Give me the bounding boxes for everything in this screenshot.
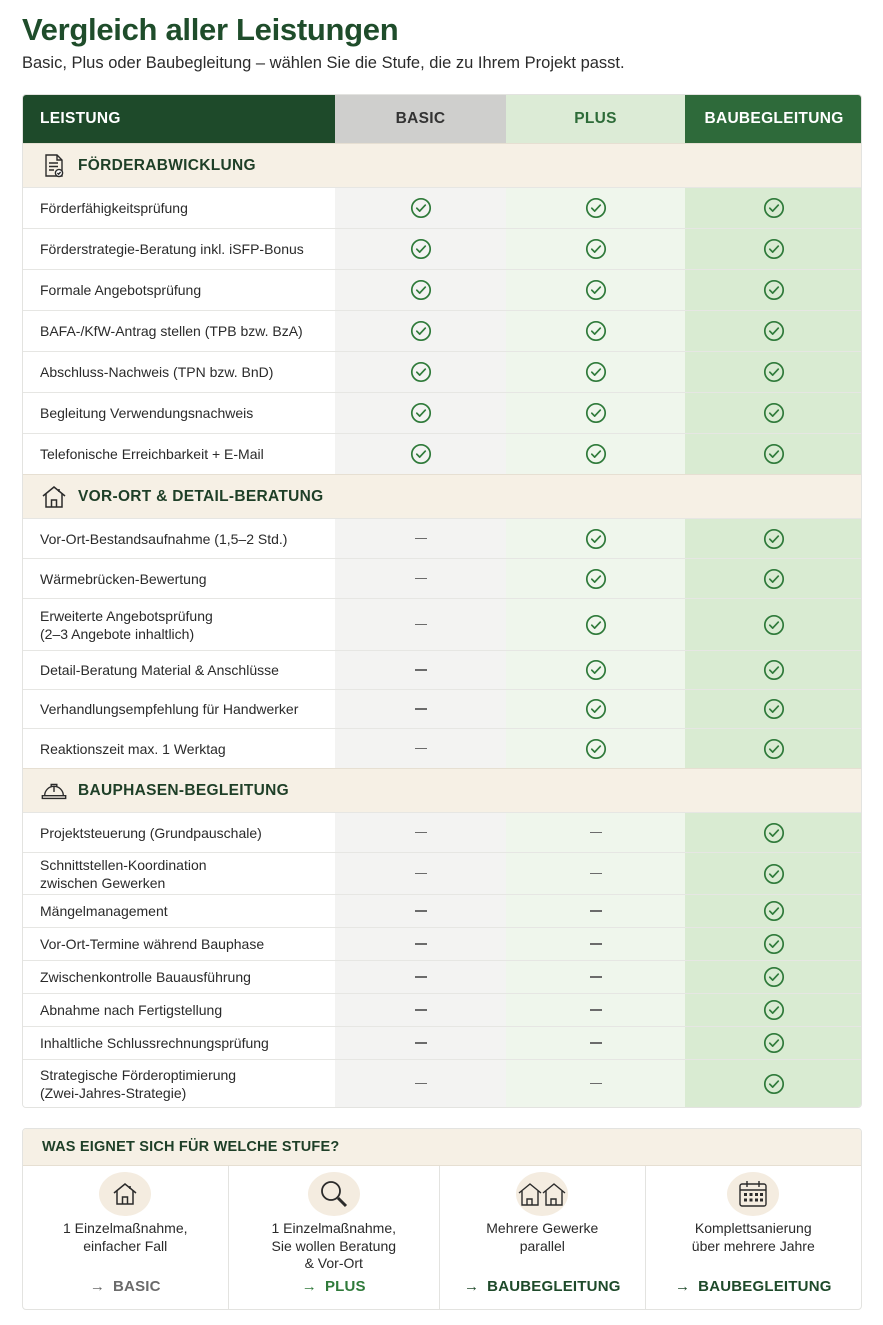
dash-icon bbox=[590, 910, 602, 912]
service-label-line: Reaktionszeit max. 1 Werktag bbox=[40, 740, 226, 757]
check-icon bbox=[585, 279, 607, 301]
cell-basic bbox=[335, 961, 506, 993]
cell-plus bbox=[506, 994, 685, 1026]
check-icon bbox=[410, 402, 432, 424]
service-label-line: Abnahme nach Fertigstellung bbox=[40, 1002, 223, 1018]
service-label-line: Wärmebrücken-Bewertung bbox=[40, 570, 207, 587]
guide-text-line: Mehrere Gewerke bbox=[486, 1220, 599, 1236]
cell-basic bbox=[335, 434, 506, 474]
guide-link-plus[interactable] bbox=[229, 1278, 440, 1295]
cell-bau bbox=[685, 651, 862, 689]
dash-icon bbox=[415, 873, 427, 875]
cell-bau bbox=[685, 690, 862, 728]
hard-hat-icon bbox=[40, 777, 68, 805]
check-icon bbox=[763, 698, 785, 720]
dash-icon bbox=[415, 910, 427, 912]
cell-plus bbox=[506, 1027, 685, 1059]
cell-plus bbox=[506, 352, 685, 392]
cell-basic bbox=[335, 352, 506, 392]
service-label-line: Verhandlungsempfehlung für Handwerker bbox=[40, 701, 299, 717]
check-icon bbox=[763, 402, 785, 424]
cell-plus bbox=[506, 559, 685, 598]
check-icon bbox=[585, 659, 607, 681]
check-icon bbox=[763, 614, 785, 636]
check-icon bbox=[585, 361, 607, 383]
guide-link-label: BAUBEGLEITUNG bbox=[487, 1278, 621, 1295]
service-label bbox=[23, 994, 335, 1026]
cell-plus bbox=[506, 895, 685, 927]
cell-bau bbox=[685, 853, 862, 894]
cell-plus bbox=[506, 1060, 685, 1107]
cell-bau bbox=[685, 1060, 862, 1107]
check-icon bbox=[763, 238, 785, 260]
arrow-right-icon: → bbox=[463, 1278, 480, 1295]
table-row bbox=[23, 689, 861, 728]
table-row bbox=[23, 518, 861, 558]
page-title: Vergleich aller Leistungen bbox=[22, 12, 399, 47]
section-label: VOR-ORT & DETAIL-BERATUNG bbox=[78, 487, 324, 505]
dash-icon bbox=[415, 1009, 427, 1011]
header-baubegleitung[interactable]: BAUBEGLEITUNG bbox=[685, 95, 862, 143]
table-row bbox=[23, 598, 861, 650]
cell-basic bbox=[335, 519, 506, 558]
guide-link-baubegleitung[interactable] bbox=[646, 1278, 861, 1295]
service-label bbox=[23, 928, 335, 960]
check-icon bbox=[763, 966, 785, 988]
service-label bbox=[23, 599, 335, 650]
cell-basic bbox=[335, 729, 506, 768]
dash-icon bbox=[415, 708, 427, 710]
service-label-line: zwischen Gewerken bbox=[40, 874, 166, 891]
service-label bbox=[23, 853, 335, 894]
house-icon bbox=[99, 1172, 151, 1216]
header-service: LEISTUNG bbox=[23, 95, 335, 143]
check-icon bbox=[585, 528, 607, 550]
check-icon bbox=[585, 614, 607, 636]
service-label bbox=[23, 270, 335, 310]
header-basic[interactable]: BASIC bbox=[335, 95, 506, 143]
cell-plus bbox=[506, 434, 685, 474]
cell-bau bbox=[685, 188, 862, 228]
dash-icon bbox=[415, 538, 427, 540]
guide-text-line: parallel bbox=[519, 1237, 565, 1254]
service-label bbox=[23, 961, 335, 993]
table-body bbox=[23, 143, 861, 1107]
guide-text-line: 1 Einzelmaßnahme, bbox=[271, 1220, 397, 1236]
service-label bbox=[23, 1060, 335, 1107]
section-bauphasen-begleitung bbox=[23, 768, 861, 812]
dash-icon bbox=[590, 1083, 602, 1085]
page-subtitle: Basic, Plus oder Baubegleitung – wählen Sie die Stufe, die zu Ihrem Projekt passt. bbox=[22, 54, 625, 72]
service-label bbox=[23, 559, 335, 598]
check-icon bbox=[763, 320, 785, 342]
cell-plus bbox=[506, 270, 685, 310]
dash-icon bbox=[415, 943, 427, 945]
check-icon bbox=[763, 999, 785, 1021]
houses-icon bbox=[516, 1172, 568, 1216]
service-label-line: Abschluss-Nachweis (TPN bzw. BnD) bbox=[40, 364, 274, 380]
table-row bbox=[23, 993, 861, 1026]
cell-plus bbox=[506, 729, 685, 768]
dash-icon bbox=[590, 943, 602, 945]
table-row bbox=[23, 927, 861, 960]
cell-basic bbox=[335, 651, 506, 689]
service-label bbox=[23, 729, 335, 768]
dash-icon bbox=[590, 976, 602, 978]
check-icon bbox=[763, 1073, 785, 1095]
service-label-line: Zwischenkontrolle Bauausführung bbox=[40, 969, 251, 985]
cell-basic bbox=[335, 1060, 506, 1107]
check-icon bbox=[585, 443, 607, 465]
table-row bbox=[23, 310, 861, 351]
cell-plus bbox=[506, 188, 685, 228]
check-icon bbox=[410, 443, 432, 465]
check-icon bbox=[763, 822, 785, 844]
service-label bbox=[23, 188, 335, 228]
service-label bbox=[23, 434, 335, 474]
service-label-line: Förderfähigkeitsprüfung bbox=[40, 200, 188, 216]
cell-bau bbox=[685, 729, 862, 768]
table-row bbox=[23, 187, 861, 228]
check-icon bbox=[585, 698, 607, 720]
check-icon bbox=[763, 197, 785, 219]
check-icon bbox=[585, 402, 607, 424]
magnifier-icon bbox=[308, 1172, 360, 1216]
service-label bbox=[23, 393, 335, 433]
check-icon bbox=[410, 361, 432, 383]
service-label-line: Inhaltliche Schlussrechnungsprüfung bbox=[40, 1035, 269, 1051]
service-label-line: Strategische Förderoptimierung bbox=[40, 1066, 237, 1083]
check-icon bbox=[763, 933, 785, 955]
section-vor-ort-detail-beratung bbox=[23, 474, 861, 518]
cell-bau bbox=[685, 599, 862, 650]
table-row bbox=[23, 1026, 861, 1059]
table-header bbox=[23, 95, 861, 143]
cell-basic bbox=[335, 559, 506, 598]
dash-icon bbox=[415, 669, 427, 671]
arrow-right-icon: → bbox=[674, 1278, 691, 1295]
check-icon bbox=[585, 738, 607, 760]
service-label-line: (2–3 Angebote inhaltlich) bbox=[40, 625, 195, 642]
guide-text bbox=[646, 1220, 861, 1255]
cell-bau bbox=[685, 311, 862, 351]
cell-plus bbox=[506, 813, 685, 852]
service-label-line: Telefonische Erreichbarkeit + E-Mail bbox=[40, 446, 264, 462]
cell-bau bbox=[685, 393, 862, 433]
table-row bbox=[23, 558, 861, 598]
check-icon bbox=[585, 320, 607, 342]
service-label-line: Detail-Beratung Material & Anschlüsse bbox=[40, 662, 279, 678]
check-icon bbox=[585, 568, 607, 590]
service-label-line: BAFA-/KfW-Antrag stellen (TPB bzw. BzA) bbox=[40, 323, 303, 339]
service-label-line: Schnittstellen-Koordination bbox=[40, 856, 207, 873]
service-label bbox=[23, 311, 335, 351]
cell-basic bbox=[335, 1027, 506, 1059]
cell-basic bbox=[335, 690, 506, 728]
service-label-line: Formale Angebotsprüfung bbox=[40, 282, 202, 298]
table-row bbox=[23, 852, 861, 894]
cell-basic bbox=[335, 311, 506, 351]
guide-item bbox=[228, 1166, 440, 1310]
service-label bbox=[23, 895, 335, 927]
check-icon bbox=[410, 238, 432, 260]
comparison-table bbox=[22, 94, 862, 1108]
table-row bbox=[23, 960, 861, 993]
header-plus[interactable]: PLUS bbox=[506, 95, 685, 143]
guide-text-line: 1 Einzelmaßnahme, bbox=[63, 1220, 188, 1236]
dash-icon bbox=[590, 873, 602, 875]
cell-bau bbox=[685, 813, 862, 852]
guide-link-label: BASIC bbox=[113, 1278, 161, 1295]
check-icon bbox=[763, 443, 785, 465]
dash-icon bbox=[415, 624, 427, 626]
check-icon bbox=[410, 197, 432, 219]
cell-plus bbox=[506, 599, 685, 650]
table-row bbox=[23, 228, 861, 269]
service-label bbox=[23, 1027, 335, 1059]
guide-text-line: Komplettsanierung bbox=[694, 1220, 812, 1236]
service-label-line: Mängelmanagement bbox=[40, 903, 168, 919]
cell-bau bbox=[685, 961, 862, 993]
cell-bau bbox=[685, 928, 862, 960]
cell-plus bbox=[506, 519, 685, 558]
service-label bbox=[23, 651, 335, 689]
service-label-line: (Zwei-Jahres-Strategie) bbox=[40, 1084, 187, 1101]
calendar-icon bbox=[727, 1172, 779, 1216]
guide-item bbox=[645, 1166, 861, 1310]
service-label-line: Vor-Ort-Bestandsaufnahme (1,5–2 Std.) bbox=[40, 530, 288, 547]
document-check-icon bbox=[40, 152, 68, 180]
service-label bbox=[23, 519, 335, 558]
tier-guide bbox=[22, 1128, 862, 1310]
table-row bbox=[23, 433, 861, 474]
cell-bau bbox=[685, 994, 862, 1026]
check-icon bbox=[763, 863, 785, 885]
cell-bau bbox=[685, 895, 862, 927]
guide-text-line: über mehrere Jahre bbox=[691, 1237, 815, 1254]
cell-plus bbox=[506, 690, 685, 728]
check-icon bbox=[763, 279, 785, 301]
cell-bau bbox=[685, 559, 862, 598]
guide-link-label: PLUS bbox=[324, 1278, 366, 1295]
check-icon bbox=[410, 320, 432, 342]
cell-plus bbox=[506, 961, 685, 993]
cell-plus bbox=[506, 928, 685, 960]
dash-icon bbox=[415, 1083, 427, 1085]
check-icon bbox=[763, 900, 785, 922]
dash-icon bbox=[415, 832, 427, 834]
check-icon bbox=[763, 568, 785, 590]
cell-basic bbox=[335, 853, 506, 894]
cell-basic bbox=[335, 994, 506, 1026]
service-label bbox=[23, 352, 335, 392]
cell-basic bbox=[335, 928, 506, 960]
arrow-right-icon: → bbox=[89, 1278, 106, 1295]
guide-link-label: BAUBEGLEITUNG bbox=[698, 1278, 832, 1295]
table-row bbox=[23, 728, 861, 768]
cell-basic bbox=[335, 393, 506, 433]
cell-bau bbox=[685, 519, 862, 558]
service-label-line: Vor-Ort-Termine während Bauphase bbox=[40, 936, 265, 952]
table-row bbox=[23, 650, 861, 689]
check-icon bbox=[410, 279, 432, 301]
check-icon bbox=[763, 659, 785, 681]
table-row bbox=[23, 1059, 861, 1107]
house-icon bbox=[40, 483, 68, 511]
service-label-line: Projektsteuerung (Grundpauschale) bbox=[40, 824, 262, 841]
dash-icon bbox=[590, 832, 602, 834]
service-label-line: Erweiterte Angebotsprüfung bbox=[40, 607, 213, 624]
cell-basic bbox=[335, 813, 506, 852]
guide-item bbox=[439, 1166, 645, 1310]
table-row bbox=[23, 351, 861, 392]
cell-bau bbox=[685, 434, 862, 474]
dash-icon bbox=[415, 1042, 427, 1044]
cell-basic bbox=[335, 895, 506, 927]
service-label bbox=[23, 813, 335, 852]
dash-icon bbox=[415, 748, 427, 750]
guide-link-basic[interactable] bbox=[23, 1278, 228, 1295]
cell-plus bbox=[506, 229, 685, 269]
cell-plus bbox=[506, 651, 685, 689]
service-label-line: Förderstrategie-Beratung inkl. iSFP-Bonus bbox=[40, 241, 304, 257]
section-label: BAUPHASEN-BEGLEITUNG bbox=[78, 781, 289, 799]
cell-bau bbox=[685, 229, 862, 269]
guide-link-baubegleitung[interactable] bbox=[440, 1278, 645, 1295]
arrow-right-icon: → bbox=[301, 1278, 317, 1295]
guide-text bbox=[440, 1220, 645, 1255]
guide-text bbox=[229, 1220, 440, 1273]
guide-text bbox=[23, 1220, 228, 1255]
dash-icon bbox=[415, 578, 427, 580]
check-icon bbox=[763, 528, 785, 550]
guide-text-line: & Vor-Ort bbox=[304, 1255, 363, 1271]
cell-bau bbox=[685, 270, 862, 310]
cell-bau bbox=[685, 352, 862, 392]
cell-basic bbox=[335, 229, 506, 269]
guide-columns bbox=[23, 1166, 861, 1310]
dash-icon bbox=[590, 1009, 602, 1011]
table-row bbox=[23, 812, 861, 852]
service-label bbox=[23, 690, 335, 728]
dash-icon bbox=[590, 1042, 602, 1044]
check-icon bbox=[763, 361, 785, 383]
table-row bbox=[23, 392, 861, 433]
cell-basic bbox=[335, 270, 506, 310]
service-label bbox=[23, 229, 335, 269]
cell-plus bbox=[506, 853, 685, 894]
cell-basic bbox=[335, 188, 506, 228]
guide-text-line: Sie wollen Beratung bbox=[271, 1237, 397, 1254]
table-row bbox=[23, 894, 861, 927]
check-icon bbox=[585, 197, 607, 219]
cell-basic bbox=[335, 599, 506, 650]
cell-bau bbox=[685, 1027, 862, 1059]
section-förderabwicklung bbox=[23, 143, 861, 187]
check-icon bbox=[585, 238, 607, 260]
cell-plus bbox=[506, 311, 685, 351]
table-row bbox=[23, 269, 861, 310]
service-label-line: Begleitung Verwendungsnachweis bbox=[40, 405, 254, 421]
guide-heading: WAS EIGNET SICH FÜR WELCHE STUFE? bbox=[23, 1129, 861, 1166]
check-icon bbox=[763, 1032, 785, 1054]
guide-item bbox=[23, 1166, 228, 1310]
dash-icon bbox=[415, 976, 427, 978]
section-label: FÖRDERABWICKLUNG bbox=[78, 156, 256, 174]
guide-text-line: einfacher Fall bbox=[83, 1237, 168, 1254]
cell-plus bbox=[506, 393, 685, 433]
check-icon bbox=[763, 738, 785, 760]
